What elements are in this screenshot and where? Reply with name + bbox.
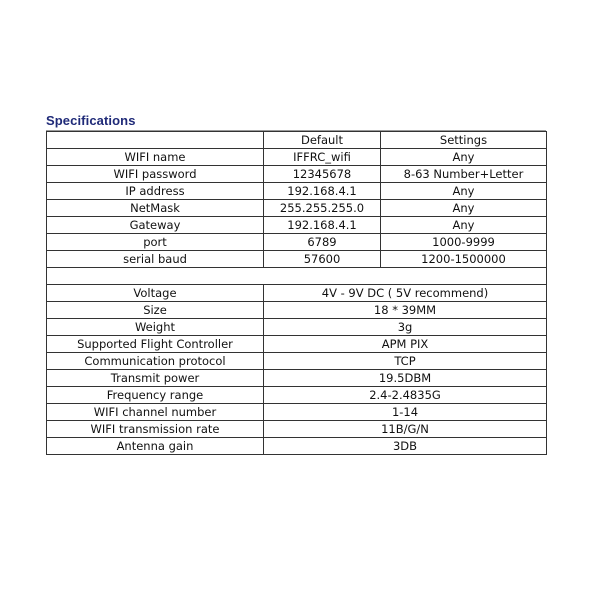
table-row — [47, 234, 547, 251]
row-settings: Any — [381, 200, 547, 217]
row-label: Gateway — [47, 217, 264, 234]
row-label: Antenna gain — [47, 438, 264, 455]
header-settings: Settings — [381, 132, 547, 149]
page-title: Specifications — [46, 113, 136, 128]
row-settings: Any — [381, 149, 547, 166]
table-row — [47, 319, 547, 336]
row-default: 255.255.255.0 — [264, 200, 381, 217]
row-default: 6789 — [264, 234, 381, 251]
table-row — [47, 251, 547, 268]
row-default: 12345678 — [264, 166, 381, 183]
table-row — [47, 217, 547, 234]
row-label: WIFI password — [47, 166, 264, 183]
row-label: port — [47, 234, 264, 251]
row-label: Supported Flight Controller — [47, 336, 264, 353]
row-label: serial baud — [47, 251, 264, 268]
row-label: IP address — [47, 183, 264, 200]
spacer-cell — [47, 268, 547, 285]
row-value: 3DB — [264, 438, 547, 455]
table-row — [47, 404, 547, 421]
row-value: 1-14 — [264, 404, 547, 421]
row-label: WIFI name — [47, 149, 264, 166]
row-label: Frequency range — [47, 387, 264, 404]
row-label: NetMask — [47, 200, 264, 217]
table-header-row — [47, 132, 547, 149]
row-settings: 1200-1500000 — [381, 251, 547, 268]
table-row — [47, 285, 547, 302]
table-row — [47, 370, 547, 387]
header-default: Default — [264, 132, 381, 149]
row-settings: Any — [381, 217, 547, 234]
table-row — [47, 200, 547, 217]
row-default: 57600 — [264, 251, 381, 268]
header-blank-cell — [47, 132, 264, 149]
row-label: Size — [47, 302, 264, 319]
row-label: WIFI transmission rate — [47, 421, 264, 438]
table-row — [47, 183, 547, 200]
row-value: 3g — [264, 319, 547, 336]
spacer-row — [47, 268, 547, 285]
table-row — [47, 336, 547, 353]
row-value: 4V - 9V DC ( 5V recommend) — [264, 285, 547, 302]
row-default: 192.168.4.1 — [264, 217, 381, 234]
table-row — [47, 149, 547, 166]
row-default: IFFRC_wifi — [264, 149, 381, 166]
row-settings: 1000-9999 — [381, 234, 547, 251]
row-value: 11B/G/N — [264, 421, 547, 438]
row-value: APM PIX — [264, 336, 547, 353]
row-default: 192.168.4.1 — [264, 183, 381, 200]
row-value: TCP — [264, 353, 547, 370]
table-row — [47, 438, 547, 455]
row-label: Communication protocol — [47, 353, 264, 370]
table-row — [47, 302, 547, 319]
row-settings: Any — [381, 183, 547, 200]
table-row — [47, 353, 547, 370]
row-settings: 8-63 Number+Letter — [381, 166, 547, 183]
row-value: 2.4-2.4835G — [264, 387, 547, 404]
row-label: Voltage — [47, 285, 264, 302]
table-row — [47, 387, 547, 404]
row-label: Weight — [47, 319, 264, 336]
row-label: Transmit power — [47, 370, 264, 387]
row-label: WIFI channel number — [47, 404, 264, 421]
table-row — [47, 421, 547, 438]
table-row — [47, 166, 547, 183]
specifications-table — [46, 131, 547, 455]
row-value: 18 * 39MM — [264, 302, 547, 319]
row-value: 19.5DBM — [264, 370, 547, 387]
